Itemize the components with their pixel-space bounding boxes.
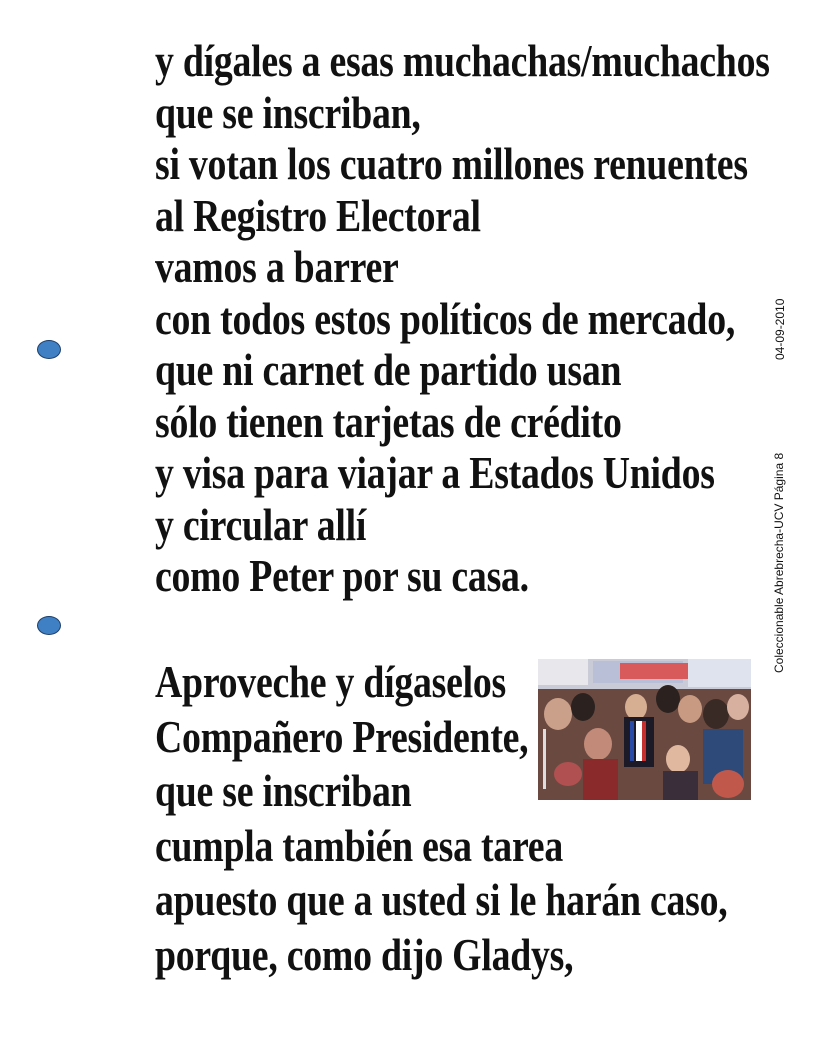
poem-line: que se inscriban, <box>155 87 421 138</box>
poem-line: y visa para viajar a Estados Unidos <box>155 448 715 498</box>
photo-illustration <box>538 659 751 800</box>
poem-line: porque, como dijo Gladys, <box>155 929 574 980</box>
binder-hole-top <box>37 340 61 359</box>
binder-hole-bottom <box>37 616 61 635</box>
poem-line: y dígales a esas muchachas/muchachos <box>155 36 770 86</box>
poem-line: si votan los cuatro millones renuentes <box>155 139 748 189</box>
poem-line: cumpla también esa tarea <box>155 820 563 871</box>
poem-line: como Peter por su casa. <box>155 551 529 601</box>
poem-line: que ni carnet de partido usan <box>155 345 622 395</box>
poem-line: que se inscriban <box>155 766 412 816</box>
collection-page-label: Coleccionable Abrebrecha-UCV Página 8 <box>772 452 786 673</box>
issue-date: 04-09-2010 <box>773 298 787 360</box>
poem-line: al Registro Electoral <box>155 190 481 241</box>
poem-stanza-1 <box>155 36 770 603</box>
poem-line: sólo tienen tarjetas de crédito <box>155 396 622 447</box>
crowd-photo <box>538 659 751 800</box>
poem-line: Aproveche y dígaselos <box>155 657 507 707</box>
poem-line: apuesto que a usted si le harán caso, <box>155 875 728 925</box>
poem-line: y circular allí <box>155 499 367 550</box>
poem-line: vamos a barrer <box>155 242 399 292</box>
poem-line: con todos estos políticos de mercado, <box>155 293 736 344</box>
poem-line: Compañero Presidente, <box>155 711 529 762</box>
